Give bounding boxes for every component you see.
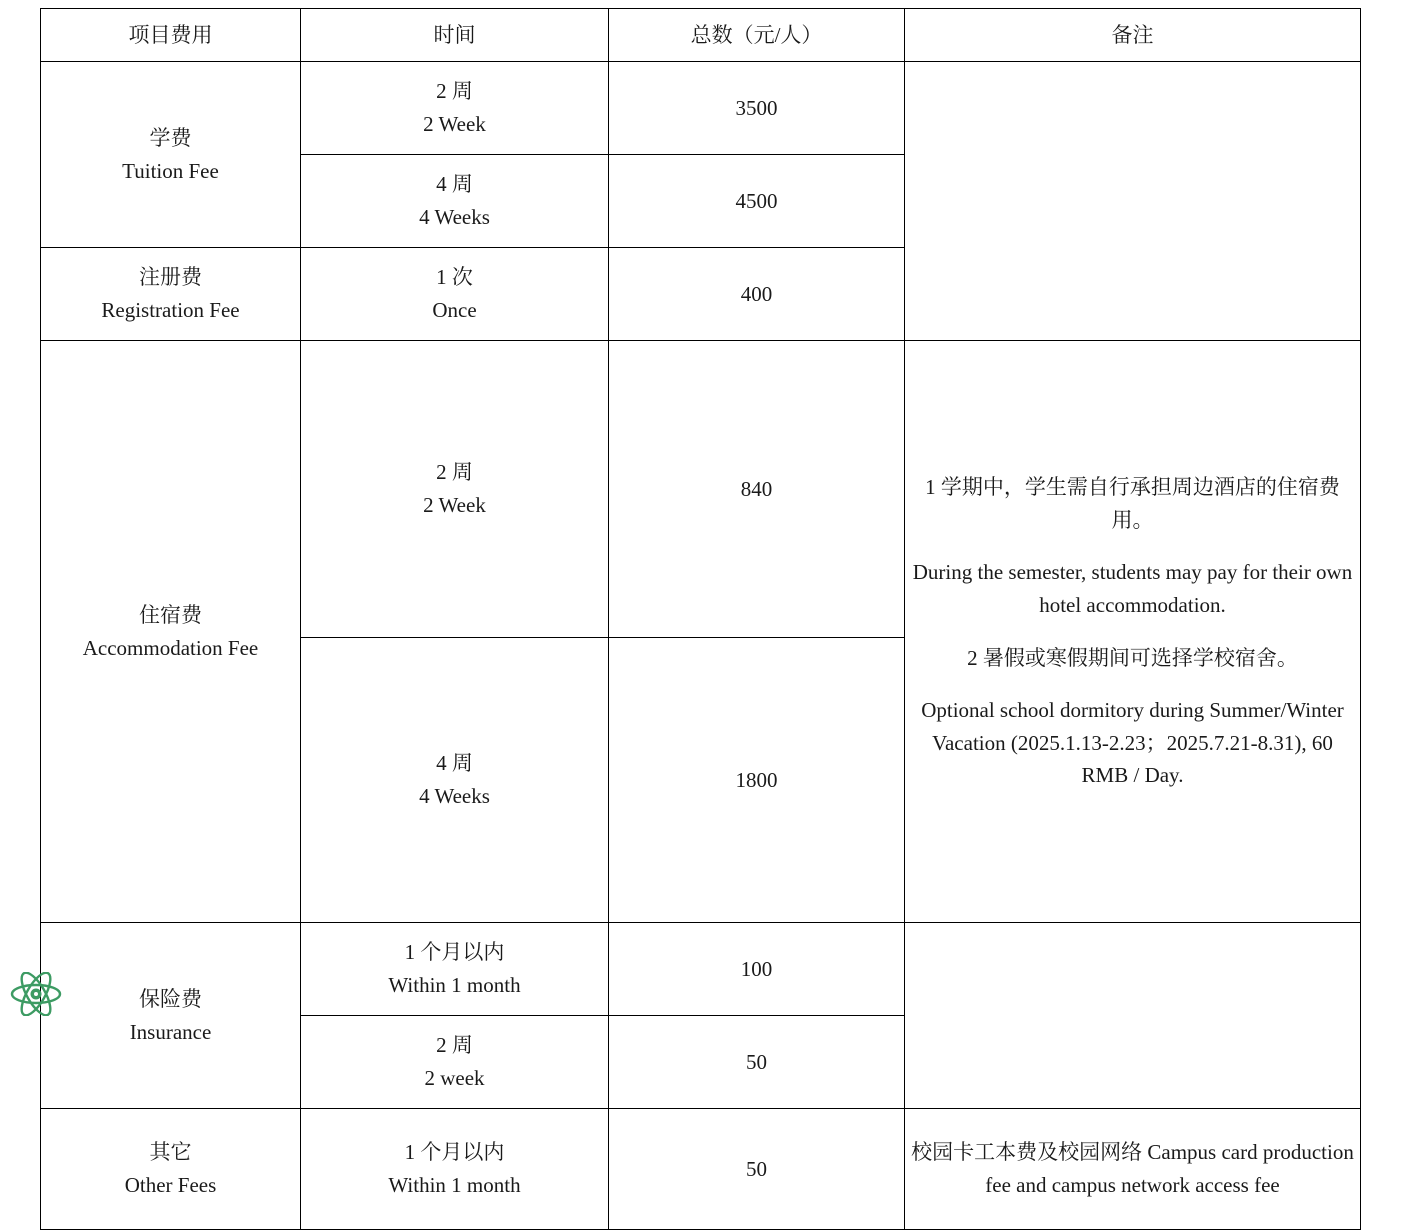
tuition-duration-1 — [301, 62, 609, 155]
insurance-label-cn: 保险费 — [139, 986, 202, 1011]
tuition-amount-2: 4500 — [609, 155, 905, 248]
other-duration-1-cn: 1 个月以内 — [404, 1140, 505, 1165]
insurance-label-en: Insurance — [129, 1019, 212, 1044]
accommodation-amount-2: 1800 — [609, 638, 905, 923]
insurance-amount-2: 50 — [609, 1016, 905, 1109]
insurance-duration-1 — [301, 923, 609, 1016]
remark-accommodation-p4: Optional school dormitory during Summer/Winter Vacation (2025.1.13-2.23；2025.7.21-8.31), 60 RMB / Day. — [921, 698, 1344, 788]
row-label-other — [41, 1109, 301, 1230]
accommodation-duration-1-cn: 2 周 — [436, 460, 473, 485]
row-label-insurance — [41, 923, 301, 1109]
header-time: 时间 — [301, 9, 609, 62]
insurance-duration-1-en: Within 1 month — [388, 973, 521, 997]
remark-other: 校园卡工本费及校园网络 Campus card production fee and campus network access fee — [905, 1109, 1361, 1230]
tuition-amount-1: 3500 — [609, 62, 905, 155]
tuition-duration-1-cn: 2 周 — [436, 79, 473, 104]
tuition-label-cn: 学费 — [149, 125, 192, 150]
accommodation-duration-1-en: 2 Week — [423, 493, 486, 517]
remark-empty-insurance — [905, 923, 1361, 1109]
remark-accommodation — [905, 341, 1361, 923]
insurance-amount-1: 100 — [609, 923, 905, 1016]
registration-duration-1-cn: 1 次 — [436, 265, 473, 290]
registration-amount-1: 400 — [609, 248, 905, 341]
accommodation-duration-2 — [301, 638, 609, 923]
other-label-cn: 其它 — [149, 1140, 192, 1165]
tuition-duration-2-cn: 4 周 — [436, 172, 473, 197]
accommodation-label-en: Accommodation Fee — [82, 635, 259, 660]
tuition-label-en: Tuition Fee — [122, 158, 219, 183]
insurance-duration-1-cn: 1 个月以内 — [404, 940, 505, 965]
accommodation-duration-2-en: 4 Weeks — [419, 784, 490, 808]
other-label-en: Other Fees — [124, 1173, 217, 1197]
accommodation-amount-1: 840 — [609, 341, 905, 638]
accommodation-duration-1 — [301, 341, 609, 638]
row-label-registration — [41, 248, 301, 341]
tuition-duration-2-en: 4 Weeks — [419, 205, 490, 229]
other-amount-1: 50 — [609, 1109, 905, 1230]
remark-accommodation-p2: During the semester, students may pay for their own hotel accommodation. — [912, 560, 1353, 617]
accommodation-duration-2-cn: 4 周 — [436, 751, 473, 776]
table-row — [41, 923, 1361, 1016]
header-remarks: 备注 — [905, 9, 1361, 62]
registration-label-cn: 注册费 — [139, 265, 202, 290]
remark-accommodation-p1: 1 学期中，学生需自行承担周边酒店的住宿费用。 — [925, 475, 1340, 532]
insurance-duration-2-en: 2 week — [424, 1066, 485, 1090]
registration-label-en: Registration Fee — [101, 298, 240, 322]
table-row — [41, 1109, 1361, 1230]
fee-table — [40, 8, 1361, 1230]
table-row — [41, 62, 1361, 155]
insurance-duration-2-cn: 2 周 — [436, 1033, 473, 1058]
registration-duration-1 — [301, 248, 609, 341]
row-label-accommodation — [41, 341, 301, 923]
accommodation-label-cn: 住宿费 — [139, 602, 202, 627]
remark-accommodation-p3: 2 暑假或寒假期间可选择学校宿舍。 — [967, 645, 1298, 670]
table-header-row — [41, 9, 1361, 62]
other-duration-1 — [301, 1109, 609, 1230]
table-row — [41, 341, 1361, 638]
header-total: 总数（元/人） — [609, 9, 905, 62]
header-item-fee: 项目费用 — [41, 9, 301, 62]
insurance-duration-2 — [301, 1016, 609, 1109]
other-duration-1-en: Within 1 month — [388, 1173, 521, 1197]
fee-table-container — [40, 8, 1360, 1230]
row-label-tuition — [41, 62, 301, 248]
registration-duration-1-en: Once — [432, 298, 477, 322]
tuition-duration-1-en: 2 Week — [423, 112, 486, 136]
remark-empty-tuition-registration — [905, 62, 1361, 341]
tuition-duration-2 — [301, 155, 609, 248]
